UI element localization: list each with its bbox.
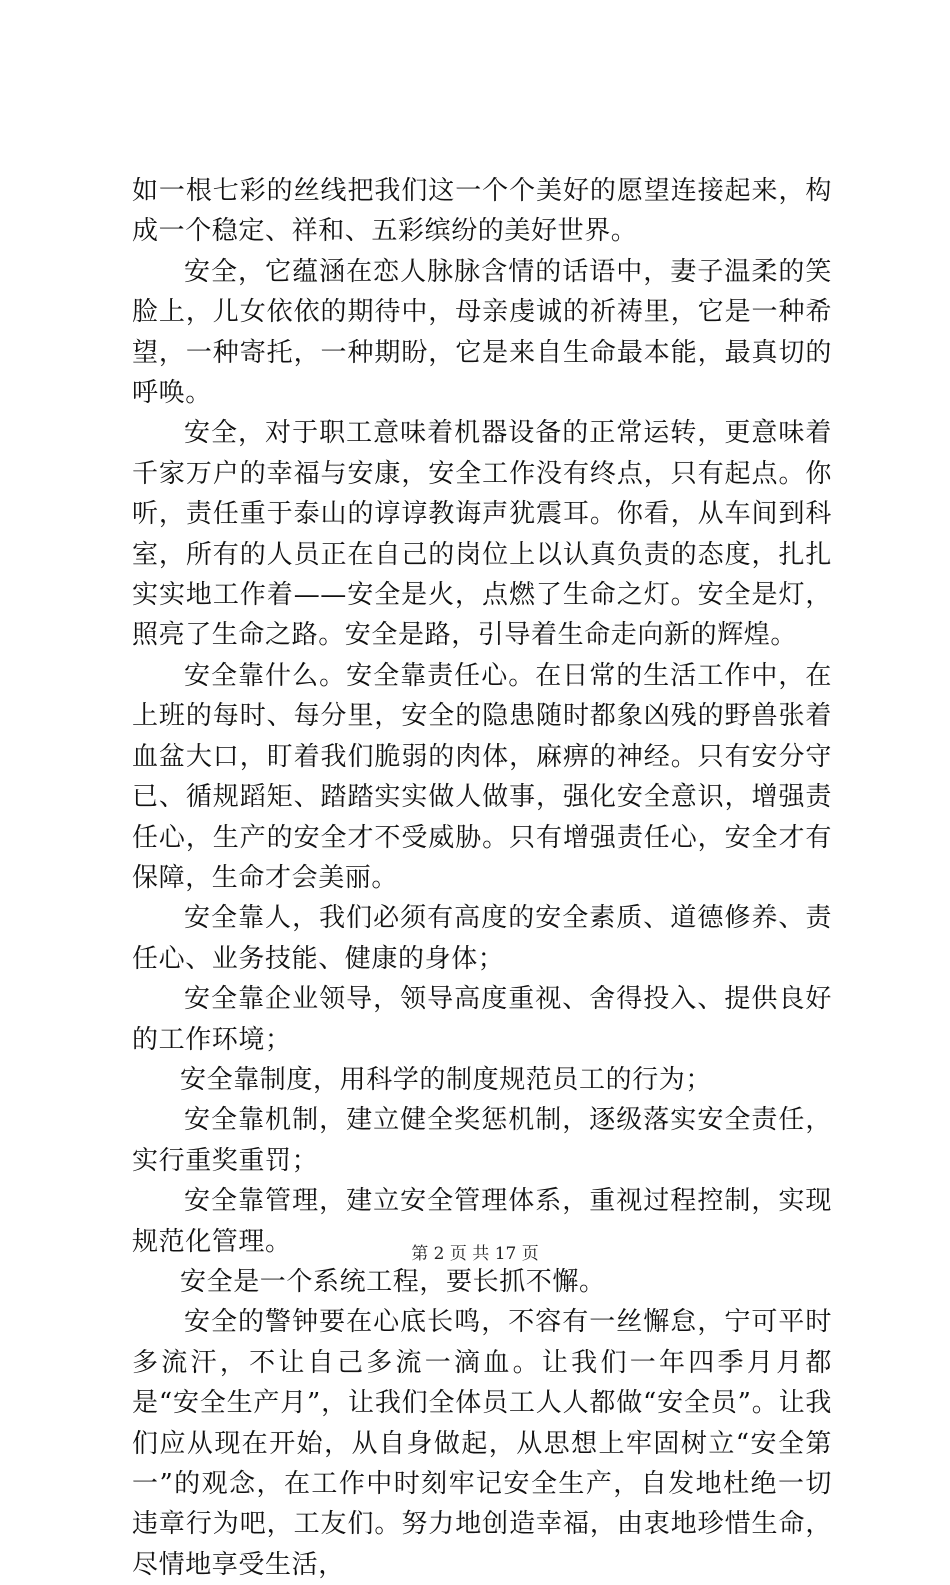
paragraph-10: 安全是一个系统工程，要长抓不懈。 bbox=[180, 1266, 606, 1297]
paragraph-5: 安全靠人，我们必须有高度的安全素质、道德修养、责任心、业务技能、健康的身体； bbox=[132, 903, 832, 974]
paragraph-7: 安全靠制度，用科学的制度规范员工的行为； bbox=[180, 1064, 713, 1095]
paragraph-9: 安全靠管理，建立安全管理体系，重视过程控制，实现规范化管理。 bbox=[132, 1186, 832, 1257]
page-number-footer: 第 2 页 共 17 页 bbox=[411, 1244, 539, 1264]
paragraph-8: 安全靠机制，建立健全奖惩机制，逐级落实安全责任，实行重奖重罚； bbox=[132, 1105, 832, 1176]
paragraph-3: 安全，对于职工意味着机器设备的正常运转，更意味着千家万户的幸福与安康，安全工作没有终点，只有起点。你听，责任重于泰山的谆谆教诲声犹震耳。你看，从车间到科室，所有的人员正在自己的岗位上以认真负责的态度，扎扎实实地工作着——安全是火，点燃了生命之灯。安全是灯，照亮了生命之路。安全是路，引导着生命走向新的辉煌。 bbox=[132, 418, 832, 651]
paragraph-4: 安全靠什么。安全靠责任心。在日常的生活工作中，在上班的每时、每分里，安全的隐患随时都象凶残的野兽张着血盆大口，盯着我们脆弱的肉体，麻痹的神经。只有安分守已、循规蹈矩、踏踏实实做人做事，强化安全意识，增强责任心，生产的安全才不受威胁。只有增强责任心，安全才有保障，生命才会美丽。 bbox=[132, 660, 832, 893]
paragraph-11: 安全的警钟要在心底长鸣，不容有一丝懈怠，宁可平时多流汗，不让自己多流一滴血。让我们一年四季月月都是“安全生产月”，让我们全体员工人人都做“安全员”。让我们应从现在开始，从自身做起，从思想上牢固树立“安全第一”的观念，在工作中时刻牢记安全生产，自发地杜绝一切违章行为吧，工友们。努力地创造幸福，由衷地珍惜生命，尽情地享受生活， bbox=[132, 1307, 832, 1580]
paragraph-2: 安全，它蕴涵在恋人脉脉含情的话语中，妻子温柔的笑脸上，儿女依依的期待中，母亲虔诚的祈祷里，它是一种希望，一种寄托，一种期盼，它是来自生命最本能，最真切的呼唤。 bbox=[132, 256, 832, 409]
paragraph-1: 如一根七彩的丝线把我们这一个个美好的愿望连接起来，构成一个稳定、祥和、五彩缤纷的美好世界。 bbox=[132, 176, 832, 247]
document-body bbox=[132, 171, 832, 1585]
paragraph-6: 安全靠企业领导，领导高度重视、舍得投入、提供良好的工作环境； bbox=[132, 984, 832, 1055]
